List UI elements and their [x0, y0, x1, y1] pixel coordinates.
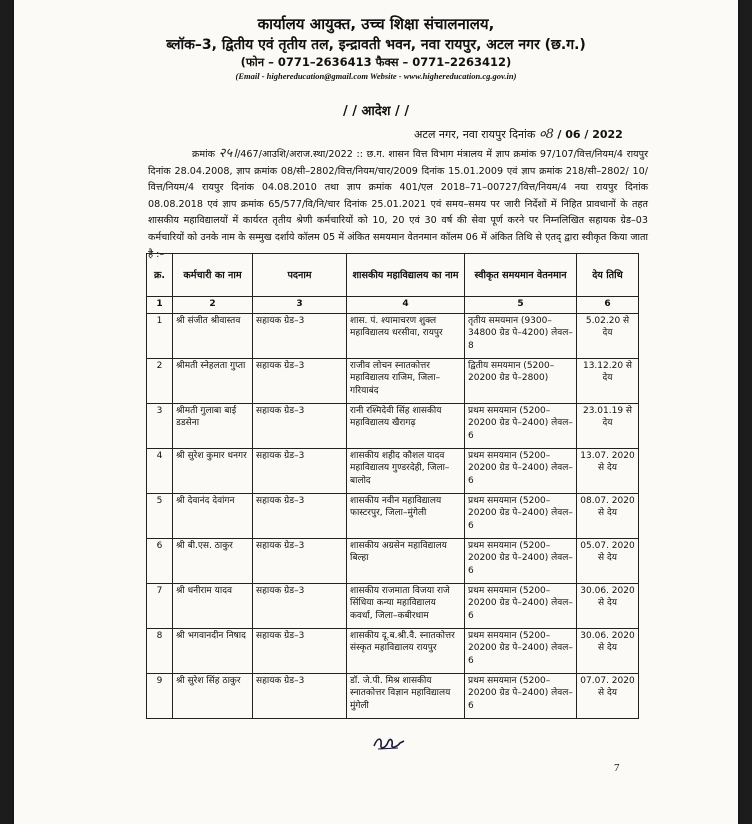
- table-row: [147, 539, 639, 584]
- cell-scale: प्रथम समयमान (5200–20200 ग्रेड पे–2400) लेवल–6: [465, 584, 577, 629]
- cell-name: श्री सुरेश कुमार धनगर: [173, 449, 253, 494]
- cell-scale: प्रथम समयमान (5200–20200 ग्रेड पे–2400) लेवल–6: [465, 449, 577, 494]
- cell-post: सहायक ग्रेड–3: [253, 494, 347, 539]
- table-row: [147, 584, 639, 629]
- header-post: पदनाम: [253, 254, 347, 297]
- cell-college: डॉ. जे.पी. मिश्र शासकीय स्नातकोत्तर विज्ञान महाविद्यालय मुंगेली: [347, 674, 465, 719]
- cell-scale: प्रथम समयमान (5200–20200 ग्रेड पे–2400) लेवल–6: [465, 539, 577, 584]
- cell-name: श्री धनीराम यादव: [173, 584, 253, 629]
- col-number: 5: [465, 297, 577, 314]
- cell-date: 30.06. 2020 से देय: [577, 584, 639, 629]
- staff-table: [146, 253, 639, 719]
- cell-name: श्री बी.एस. ठाकुर: [173, 539, 253, 584]
- order-body-text: /467/आउशि/अराज.स्था/2022 :: छ.ग. शासन वित्त विभाग मंत्रालय में ज्ञाप क्रमांक 97/107/वित्त/नियम/4 रायपुर दिनांक 28.04.2008, ज्ञाप क्रमांक 08/सी–2802/वित्त/नियम/चार/2009 दिनांक 15.01.2009 एवं ज्ञाप क्रमांक 218/सी–2802/ 10/वित्त/नियम/4 रायपुर दिनांक 04.08.2010 तथा ज्ञाप क्रमांक 401/एल 2018–71–00727/वित्त/नियम/4 नया रायपुर दिनांक 08.08.2018 एवं ज्ञाप क्रमांक 65/577/वि/नि/चार दिनांक 25.01.2021 एवं समय–समय पर जारी निर्देशों में निहित प्रावधानों के तहत शासकीय महाविद्यालयों में कार्यरत तृतीय श्रेणी कर्मचारियों को 10, 20 एवं 30 वर्ष की सेवा पूर्ण करने पर निम्नलिखित सहायक ग्रेड–03 कर्मचारियों को उनके नाम के सम्मुख दर्शाये कॉलम 05 में अंकित समयमान वेतनमान कॉलम 06 में अंकित तिथि से एतद् द्वारा स्वीकृत किया जाता है :–: [148, 149, 648, 260]
- header-sn: क्र.: [147, 254, 173, 297]
- cell-scale: तृतीय समयमान (9300–34800 ग्रेड पे–4200) लेवल–8: [465, 314, 577, 359]
- cell-sn: 1: [147, 314, 173, 359]
- header-college: शासकीय महाविद्यालय का नाम: [347, 254, 465, 297]
- cell-date: 23.01.19 से देय: [577, 404, 639, 449]
- cell-date: 08.07. 2020 से देय: [577, 494, 639, 539]
- cell-scale: प्रथम समयमान (5200–20200 ग्रेड पे–2400) लेवल–6: [465, 674, 577, 719]
- table-row: [147, 404, 639, 449]
- cell-post: सहायक ग्रेड–3: [253, 629, 347, 674]
- cell-sn: 3: [147, 404, 173, 449]
- cell-sn: 6: [147, 539, 173, 584]
- cell-name: श्री देवानंद देवांगन: [173, 494, 253, 539]
- header-scale: स्वीकृत समयमान वेतनमान: [465, 254, 577, 297]
- table-row: [147, 494, 639, 539]
- cell-post: सहायक ग्रेड–3: [253, 359, 347, 404]
- column-number-row: [147, 297, 639, 314]
- table-row: [147, 314, 639, 359]
- cell-college: शासकीय अग्रसेन महाविद्यालय बिल्हा: [347, 539, 465, 584]
- cell-college: शासकीय नवीन महाविद्यालय फास्टरपुर, जिला–मुंगेली: [347, 494, 465, 539]
- date-prefix: अटल नगर, नवा रायपुर दिनांक: [414, 128, 536, 141]
- header-date: देय तिथि: [577, 254, 639, 297]
- table-row: [147, 674, 639, 719]
- cell-post: सहायक ग्रेड–3: [253, 584, 347, 629]
- cell-name: श्री भगवानदीन निषाद: [173, 629, 253, 674]
- cell-sn: 9: [147, 674, 173, 719]
- cell-scale: प्रथम समयमान (5200–20200 ग्रेड पे–2400) लेवल–6: [465, 404, 577, 449]
- header-name: कर्मचारी का नाम: [173, 254, 253, 297]
- cell-scale: द्वितीय समयमान (5200–20200 ग्रेड पे–2800): [465, 359, 577, 404]
- office-phone-fax: (फोन – 0771–2636413 फैक्स – 0771–2263412): [240, 55, 512, 69]
- cell-name: श्री सुरेश सिंह ठाकुर: [173, 674, 253, 719]
- order-title: / / आदेश / /: [342, 104, 410, 119]
- cell-post: सहायक ग्रेड–3: [253, 314, 347, 359]
- cell-post: सहायक ग्रेड–3: [253, 674, 347, 719]
- cell-sn: 2: [147, 359, 173, 404]
- cell-college: शासकीय राजमाता विजया राजे सिंधिया कन्या महाविद्यालय कवर्धा, जिला–कबीरधाम: [347, 584, 465, 629]
- cell-date: 30.06. 2020 से देय: [577, 629, 639, 674]
- date-month-year: / 06 / 2022: [557, 128, 623, 141]
- cell-scale: प्रथम समयमान (5200–20200 ग्रेड पे–2400) लेवल–6: [465, 629, 577, 674]
- cell-date: 13.07. 2020 से देय: [577, 449, 639, 494]
- page-number: 7: [614, 762, 620, 774]
- cell-post: सहायक ग्रेड–3: [253, 404, 347, 449]
- cell-post: सहायक ग्रेड–3: [253, 539, 347, 584]
- kramank-label: क्रमांक: [192, 149, 215, 160]
- office-address: ब्लॉक–3, द्वितीय एवं तृतीय तल, इन्द्रावती भवन, नवा रायपुर, अटल नगर (छ.ग.): [166, 37, 586, 53]
- cell-name: श्रीमती स्नेहलता गुप्ता: [173, 359, 253, 404]
- col-number: 1: [147, 297, 173, 314]
- date-day-handwritten: ०8: [538, 127, 554, 142]
- cell-college: शासकीय शहीद कौशल यादव महाविद्यालय गुण्डरदेही, जिला–बालोद: [347, 449, 465, 494]
- cell-sn: 8: [147, 629, 173, 674]
- signature-scribble: [372, 734, 406, 752]
- cell-date: 07.07. 2020 से देय: [577, 674, 639, 719]
- col-number: 3: [253, 297, 347, 314]
- office-title: कार्यालय आयुक्त, उच्च शिक्षा संचालनालय,: [257, 15, 495, 33]
- table-row: [147, 449, 639, 494]
- cell-college: शास. पं. श्यामाचरण शुक्ल महाविद्यालय धरसीवा, रायपुर: [347, 314, 465, 359]
- cell-date: 5.02.20 से देय: [577, 314, 639, 359]
- signature: [372, 734, 406, 756]
- table-row: [147, 359, 639, 404]
- cell-post: सहायक ग्रेड–3: [253, 449, 347, 494]
- kramank-handwritten: २५।: [218, 146, 238, 161]
- document-page: [14, 0, 738, 824]
- order-date: [414, 124, 623, 142]
- cell-sn: 5: [147, 494, 173, 539]
- cell-sn: 7: [147, 584, 173, 629]
- cell-college: शासकीय दू.ब.श्री.वै. स्नातकोत्तर संस्कृत महाविद्यालय रायपुर: [347, 629, 465, 674]
- cell-sn: 4: [147, 449, 173, 494]
- cell-scale: प्रथम समयमान (5200–20200 ग्रेड पे–2400) लेवल–6: [465, 494, 577, 539]
- table-header-row: [147, 254, 639, 297]
- cell-name: श्री संजीत श्रीवास्तव: [173, 314, 253, 359]
- cell-college: रानी रश्मिदेवी सिंह शासकीय महाविद्यालय खैरागढ़: [347, 404, 465, 449]
- order-body: [148, 146, 648, 263]
- col-number: 2: [173, 297, 253, 314]
- table-row: [147, 629, 639, 674]
- office-email-website: (Email - highereducation@gmail.com Website - www.highereducation.cg.gov.in): [235, 71, 517, 81]
- cell-name: श्रीमती गुलाबा बाई डडसेना: [173, 404, 253, 449]
- col-number: 6: [577, 297, 639, 314]
- col-number: 4: [347, 297, 465, 314]
- cell-date: 05.07. 2020 से देय: [577, 539, 639, 584]
- cell-college: राजीव लोचन स्नातकोत्तर महाविद्यालय राजिम, जिला–गरियाबंद: [347, 359, 465, 404]
- cell-date: 13.12.20 से देय: [577, 359, 639, 404]
